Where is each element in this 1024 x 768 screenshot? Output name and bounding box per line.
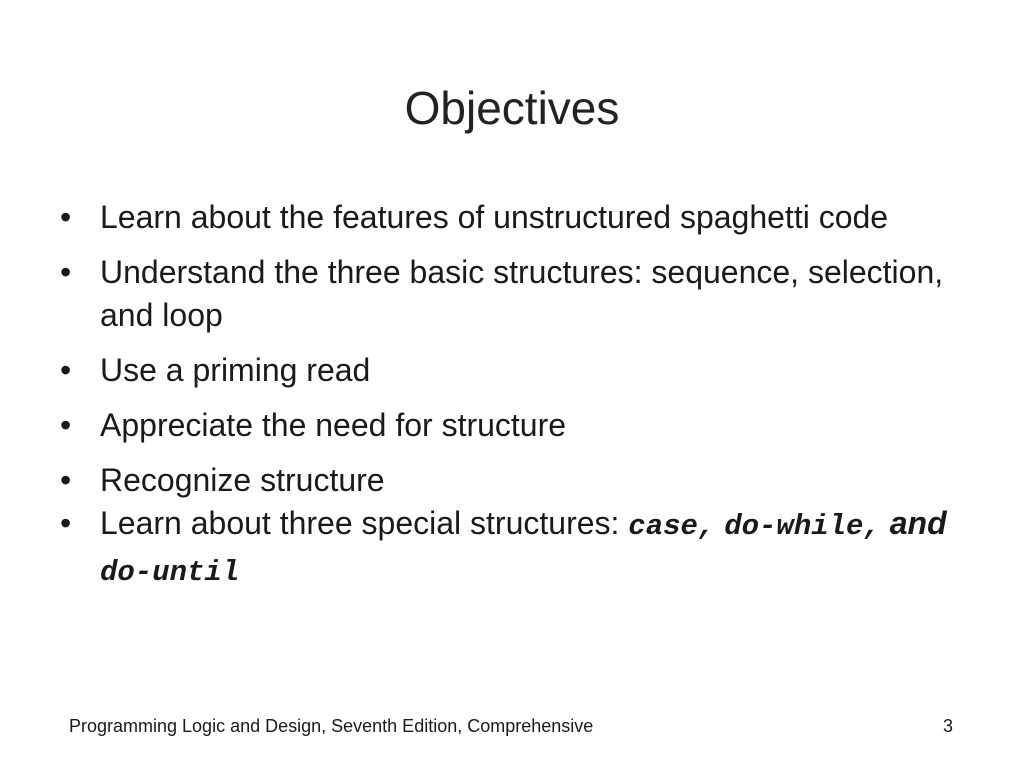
bullet-text: Use a priming read bbox=[100, 352, 371, 388]
list-item bbox=[58, 251, 958, 337]
footer-book-title: Programming Logic and Design, Seventh Edition, Comprehensive bbox=[69, 716, 594, 736]
objectives-list bbox=[58, 196, 958, 594]
bullet-icon: • bbox=[60, 505, 72, 541]
bullet-text: Learn about the features of unstructured spaghetti code bbox=[100, 199, 889, 235]
bullet-text: Understand the three basic structures: sequence, selection, and loop bbox=[100, 254, 944, 333]
code-case: case, bbox=[628, 510, 716, 543]
slide-title: Objectives bbox=[404, 82, 620, 134]
bullet-text: Learn about three special structures: bbox=[100, 505, 629, 541]
list-item bbox=[58, 349, 958, 392]
list-item bbox=[58, 404, 958, 447]
list-item bbox=[58, 196, 958, 239]
list-item bbox=[58, 459, 958, 502]
bullet-icon: • bbox=[60, 462, 72, 498]
and-word: and bbox=[889, 505, 947, 541]
bullet-icon: • bbox=[60, 352, 72, 388]
bullet-icon: • bbox=[60, 407, 72, 443]
bullet-text: Recognize structure bbox=[100, 462, 385, 498]
code-do-until: do-until bbox=[100, 556, 240, 589]
bullet-icon: • bbox=[60, 254, 72, 290]
bullet-text: Appreciate the need for structure bbox=[100, 407, 567, 443]
code-do-while: do-while, bbox=[724, 510, 881, 543]
slide-number: 3 bbox=[942, 716, 953, 736]
bullet-icon: • bbox=[60, 199, 72, 235]
list-item bbox=[58, 502, 958, 594]
